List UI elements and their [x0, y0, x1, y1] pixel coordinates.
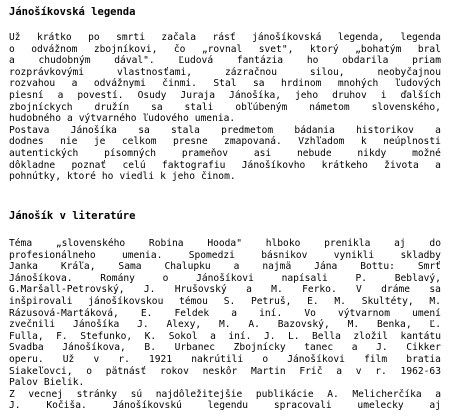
- text-line: autentických písomných prameňov asi nebude nikdy možné: [9, 147, 441, 159]
- text-line: Z vecnej stránky sú najdôležitejšie publikácie A. Melicherčíka a: [9, 388, 441, 400]
- text-line: pohnútky, ktoré ho viedli k jeho činom.: [9, 171, 236, 183]
- text-line: piesní a povestí. Osudy Juraja Jánošíka, jeho druhov i ďalších: [9, 89, 441, 101]
- text-line: operu. Už v r. 1921 nakrútili o Jánošíkovi film bratia: [9, 353, 441, 365]
- section-heading: Jánošíkovská legenda: [9, 6, 136, 18]
- text-line: zvečnili Jánošíka J. Alexy, M. A. Bazovský, M. Benka, Ľ.: [9, 319, 441, 331]
- text-line: Siakeľovci, o pätnásť rokov neskôr Martin Frič a v r. 1962-63: [9, 365, 441, 377]
- text-line: profesionálneho umenia. Spomedzi básnikov vynikli skladby: [9, 249, 441, 261]
- text-line: Už krátko po smrti začala rásť jánošíkovská legenda, legenda: [9, 32, 441, 43]
- text-line: G.Maršall-Petrovský, J. Hrušovský a M. Ferko. V dráme sa: [9, 284, 441, 296]
- text-line: rozprávkovými vlastnosťami, zázračnou silou, neobyčajnou: [9, 66, 441, 78]
- text-line: Jánošíkova. Romány o Jánošíkovi napísali P. Beblavý,: [9, 272, 441, 284]
- section-body: [9, 32, 441, 183]
- text-line: a chudobným dával". Ľudová fantázia ho obdarila priam: [9, 55, 441, 67]
- text-line: Fulla, F. Štefunko, K. Sokol a iní. J. L. Bella zložil kantátu: [9, 330, 441, 342]
- text-line: Svadba Jánošíkova, B. Urbanec Zbojnícky tanec a J. Cikker: [9, 342, 441, 354]
- text-line: inšpirovali jánošíkovskou témou S. Petruš, E. M. Škultéty, M.: [9, 295, 441, 307]
- text-line: J. Kočiša. Jánošíkovskú legendu spracovali umelecky aj: [9, 400, 441, 412]
- text-line: Postava Jánošíka sa stala predmetom bádania historikov a: [9, 124, 441, 136]
- text-line: Rázusová-Martáková, E. Feldek a iní. Vo výtvarnom umení: [9, 307, 441, 319]
- section-body: [9, 238, 441, 412]
- section-heading: Jánošík v literatúre: [9, 210, 136, 222]
- text-line: o odvážnom zbojníkovi, čo „rovnal svet", ktorý „bohatým bral: [9, 43, 441, 55]
- text-line: rozvahou a odvážnymi činmi. Stal sa hrdinom mnohých ľudových: [9, 78, 441, 90]
- text-line: Téma „slovenského Robina Hooda" hlboko prenikla aj do: [9, 238, 441, 249]
- text-line: zbojníckych družín sa stali obľúbeným námetom slovenského,: [9, 101, 441, 113]
- text-line: Palov Bielik.: [9, 377, 85, 389]
- text-line: hudobného a výtvarného ľudového umenia.: [9, 113, 236, 125]
- text-line: dodnes nie je celkom presne zmapovaná. Vzhľadom k neúplnosti: [9, 136, 441, 148]
- text-line: Janka Kráľa, Sama Chalupku a najmä Jána Bottu: Smrť: [9, 261, 441, 273]
- text-line: dôkladne poznať celú faktografiu Jánošíkovho krátkeho života a: [9, 159, 441, 171]
